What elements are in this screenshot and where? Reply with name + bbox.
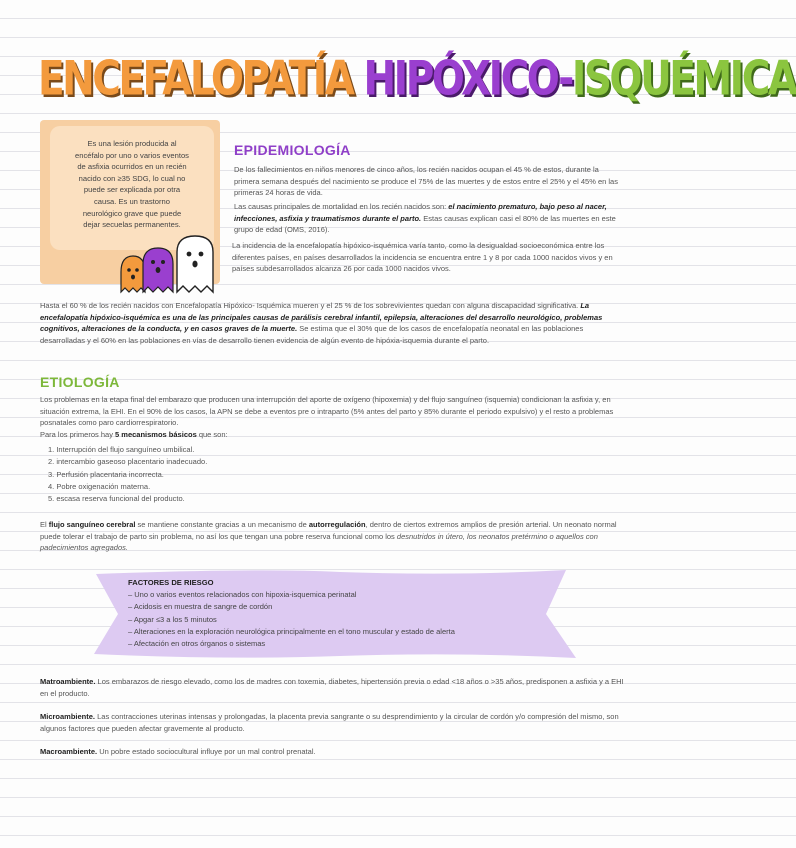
etiologia-paragraph-1: Los problemas en la etapa final del embarazo que producen una interrupción del aporte de oxígeno (hipoxemia) y del flujo sanguíneo (isquemia) condicionan la asfixia y, en situación extrema, la EHI. En el 90% de los casos, la APN se debe a eventos pre o intraparto (5% antes del parto y 85% durante el periodo expulsivo) y el resto a problemas posnatales como paro cardiorrespiratorio.: [40, 395, 614, 427]
definition-line: Es una lesión producida al: [87, 139, 177, 148]
definition-line: nacido con ≥35 SDG, lo cual no: [78, 173, 186, 183]
title-part-hipoxico: HIPÓXICO: [363, 52, 559, 107]
orange-ghost-icon: [121, 256, 145, 292]
definition-line: encéfalo por uno o varios eventos: [75, 150, 189, 160]
etiologia-heading: ETIOLOGÍA: [40, 374, 120, 390]
definition-line: causa. Es un trastorno: [94, 196, 170, 206]
matroambiente-label: Matroambiente.: [40, 677, 96, 686]
macroambiente-paragraph: [40, 746, 626, 758]
definition-line: de asfixia ocurridos en un recién: [77, 162, 187, 172]
list-item: – Uno o varios eventos relacionados con hipoxia-isquemica perinatal: [128, 590, 357, 599]
macroambiente-label: Macroambiente.: [40, 747, 98, 756]
list-item: 3. Perfusión placentaria incorrecta.: [48, 469, 164, 479]
title-part-encefalopatia: ENCEFALOPATÍA: [38, 52, 353, 107]
flujo-intro: El: [40, 520, 49, 529]
flujo-ejemplos: desnutridos in útero, los neonatos pretérmino o aquellos con padecimientos agregados.: [40, 531, 598, 552]
definition-line: dejar secuelas permanentes.: [83, 220, 181, 230]
epidemiologia-paragraph-1: De los fallecimientos en niños menores de cinco años, los recién nacidos ocupan el 45 % de estos, durante la primera semana después del nacimiento se produce el 75% de las muertes y de estos entre el 25% y el 45% en las primeras 24 horas de vida.: [234, 165, 618, 197]
causas-intro: Las causas principales de mortalidad en los recién nacidos son:: [234, 202, 449, 211]
matroambiente-text: Los embarazos de riesgo elevado, como los de madres con toxemia, diabetes, hipertensión previa o edad <18 años o >35 años, predisponen a asfixia y a EHI en el producto.: [40, 677, 624, 698]
list-item: 2. intercambio gaseoso placentario inadecuado.: [48, 457, 208, 467]
list-item: 4. Pobre oxigenación materna.: [48, 481, 151, 491]
title-dash: -: [558, 52, 572, 107]
definition-line: puede ser explicada por otra: [83, 185, 181, 195]
epidemiologia-paragraph-3: La incidencia de la encefalopatía hipóxico-isquémica varía tanto, como la desigualdad socioeconómica entre los diferentes países, en países desarrollados la incidencia se encuentra entre 1 y 8 por cada 1000 nacidos vivos y en países subdesarrollados alcanza 26 por cada 1000 nacidos vivos.: [232, 241, 613, 273]
principales-consecuencias: La encefalopatía hipóxico-isquémica es una de las principales causas de parálisis cerebral infantil, epilepsia, alteraciones del desarrollo neurológico, problemas cognitivos, alteraciones de la conducta, y en casos graves de la muerte.: [40, 301, 603, 333]
flujo-detalle: , dentro de ciertos extremos amplios de presión arterial. Un neonato normal puede tolerar el trabajo de parto sin problema, no así los que tengan una pobre reserva funcional como los: [40, 520, 617, 541]
list-item: 5. escasa reserva funcional del producto.: [48, 494, 185, 504]
matroambiente-paragraph: [40, 676, 626, 699]
risk-factors-title: FACTORES DE RIESGO: [128, 578, 214, 587]
definition-text: [54, 138, 210, 231]
macroambiente-text: Un pobre estado sociocultural influye por un mal control prenatal.: [97, 747, 316, 756]
epidemiologia-paragraph-4: [40, 300, 624, 346]
microambiente-text: Las contracciones uterinas intensas y prolongadas, la placenta previa sangrante o su desprendimiento y la circular de cordón y/o compresión del mismo, son algunos factores que pueden afectar gravemente al producto.: [40, 712, 619, 733]
risk-factors-list: [128, 589, 455, 650]
list-item: – Acidosis en muestra de sangre de cordón: [128, 602, 273, 612]
estimacion-casos: Se estima que el 30% que de los casos de encefalopatía neonatal en las poblaciones desarrolladas y el 60% en las poblaciones en vías de desarrollo tienen evidencia de algún evento de hipóxia-isquemia durante el parto.: [40, 324, 584, 345]
etiologia-paragraph-2: [40, 429, 626, 441]
ghosts-illustration: [115, 232, 230, 294]
mecanismos-cierre: que son:: [196, 430, 228, 439]
mechanisms-list: [48, 444, 207, 505]
flujo-sanguineo-cerebral: flujo sanguíneo cerebral: [48, 520, 136, 529]
purple-ghost-icon: [143, 248, 173, 292]
definition-line: neurológico grave que puede: [82, 208, 182, 218]
title-part-isquemica: ISQUÉMICA: [571, 52, 796, 107]
list-item: – Afectación en otros órganos o sistemas: [128, 639, 266, 649]
causas-cierre: Estas causas explican casi el 80% de las muertes en este grupo de edad (OMS, 2016).: [234, 213, 616, 234]
causas-principales: el nacimiento prematuro, bajo peso al nacer, infecciones, asfixia y traumatismos durante el parto.: [234, 202, 607, 223]
mortalidad-intro: Hasta el 60 % de los recién nacidos con Encefalopatía Hipóxico- Isquémica mueren y el 25 % de los sobrevivientes quedan con alguna discapacidad significativa.: [40, 301, 581, 310]
list-item: – Apgar ≤3 a los 5 minutos: [128, 614, 217, 624]
mecanismos-basicos: 5 mecanismos básicos: [115, 430, 197, 439]
white-ghost-icon: [177, 236, 213, 292]
autorregulacion: autorregulación: [308, 520, 366, 529]
flujo-texto: se mantiene constante gracias a un mecanismo de: [135, 520, 309, 529]
list-item: – Alteraciones en la exploración neurológica principalmente en el tono muscular y estado de alerta: [128, 626, 455, 636]
mecanismos-intro: Para los primeros hay: [40, 430, 116, 439]
list-item: 1. Interrupción del flujo sanguíneo umbilical.: [48, 445, 195, 454]
epidemiologia-heading: EPIDEMIOLOGÍA: [234, 142, 351, 158]
microambiente-paragraph: [40, 711, 626, 734]
page-title: [38, 52, 796, 107]
microambiente-label: Microambiente.: [40, 712, 96, 721]
etiologia-paragraph-3: [40, 519, 626, 554]
epidemiologia-paragraph-2: [234, 201, 618, 236]
